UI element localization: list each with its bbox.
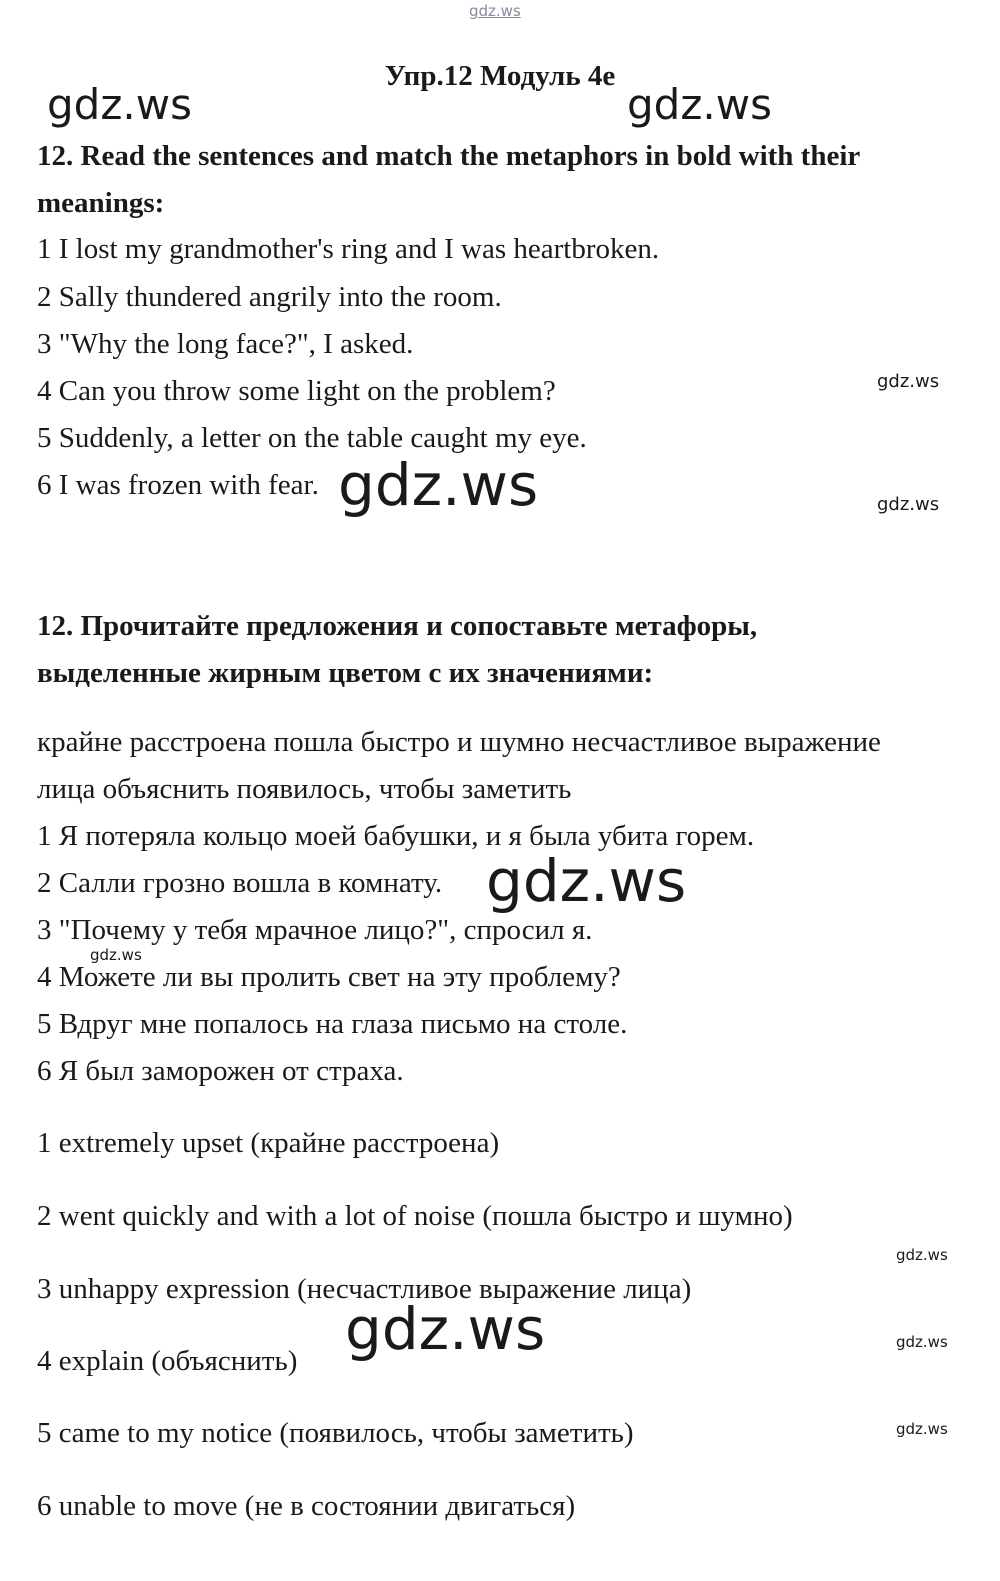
ru-sentence: 6 Я был заморожен от страха.	[37, 1055, 404, 1087]
answer-item: 1 extremely upset (крайне расстроена)	[37, 1127, 500, 1159]
en-sentence: 5 Suddenly, a letter on the table caught my eye.	[37, 422, 587, 454]
answer-item: 4 explain (объяснить)	[37, 1345, 298, 1377]
ru-sentence: 5 Вдруг мне попалось на глаза письмо на столе.	[37, 1008, 628, 1040]
en-sentence: 3 "Why the long face?", I asked.	[37, 328, 414, 360]
watermark-top[interactable]: gdz.ws	[469, 2, 521, 20]
watermark: gdz.ws	[896, 1333, 948, 1351]
watermark: gdz.ws	[47, 80, 192, 129]
watermark: gdz.ws	[90, 946, 142, 964]
ru-sentence: 1 Я потеряла кольцо моей бабушки, и я была убита горем.	[37, 820, 755, 852]
watermark: gdz.ws	[877, 494, 940, 515]
answer-item: 6 unable to move (не в состоянии двигаться)	[37, 1490, 576, 1522]
en-sentence: 2 Sally thundered angrily into the room.	[37, 281, 502, 313]
ru-sentence: 3 "Почему у тебя мрачное лицо?", спросил я.	[37, 914, 593, 946]
en-heading-line-2: meanings:	[37, 187, 165, 219]
en-sentence: 1 I lost my grandmother's ring and I was heartbroken.	[37, 233, 660, 265]
watermark: gdz.ws	[877, 371, 940, 392]
ru-sentence: 4 Можете ли вы пролить свет на эту проблему?	[37, 961, 621, 993]
ru-heading-line-1: 12. Прочитайте предложения и сопоставьте метафоры,	[37, 610, 758, 642]
ru-meanings-line-2: лица объяснить появилось, чтобы заметить	[37, 773, 572, 805]
answer-item: 5 came to my notice (появилось, чтобы заметить)	[37, 1417, 634, 1449]
en-sentence: 6 I was frozen with fear.	[37, 469, 319, 501]
en-heading-line-1: 12. Read the sentences and match the metaphors in bold with their	[37, 140, 861, 172]
watermark: gdz.ws	[627, 80, 772, 129]
ru-sentence: 2 Салли грозно вошла в комнату.	[37, 867, 443, 899]
watermark: gdz.ws	[486, 847, 687, 915]
answer-item: 3 unhappy expression (несчастливое выражение лица)	[37, 1273, 692, 1305]
ru-meanings-line-1: крайне расстроена пошла быстро и шумно несчастливое выражение	[37, 726, 881, 758]
watermark: gdz.ws	[338, 451, 539, 519]
watermark: gdz.ws	[896, 1246, 948, 1264]
en-sentence: 4 Can you throw some light on the problem?	[37, 375, 556, 407]
ru-heading-line-2: выделенные жирным цветом с их значениями:	[37, 657, 654, 689]
page-title: Упр.12 Модуль 4e	[384, 60, 616, 92]
watermark: gdz.ws	[896, 1420, 948, 1438]
watermark: gdz.ws	[345, 1295, 546, 1363]
answer-item: 2 went quickly and with a lot of noise (пошла быстро и шумно)	[37, 1200, 793, 1232]
